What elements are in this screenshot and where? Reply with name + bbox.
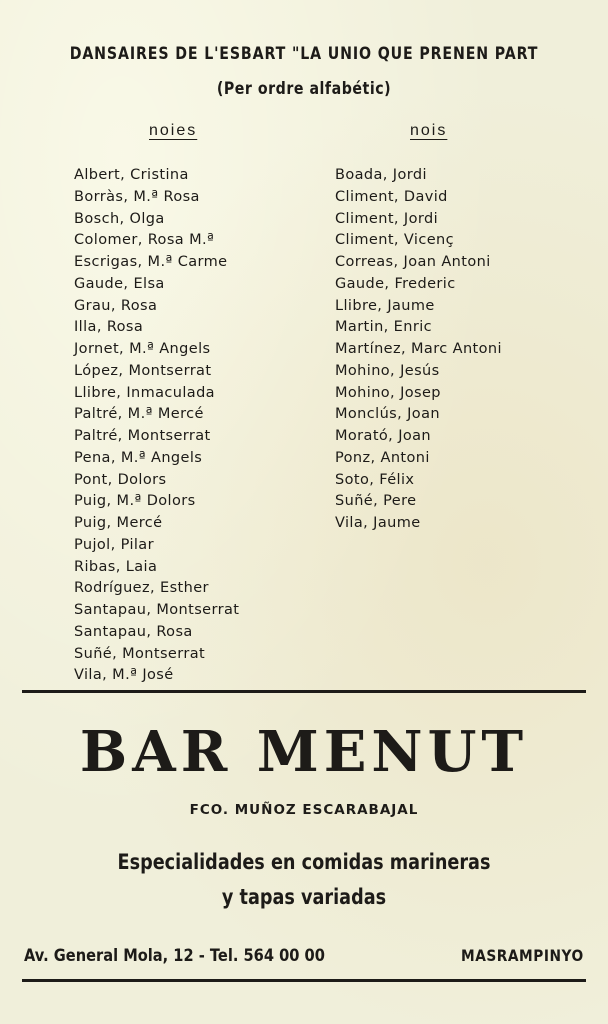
dancer-name: Suñé, Montserrat [74, 645, 206, 662]
specialties-line-2: y tapas variadas [221, 885, 387, 909]
dancer-name: Gaude, Elsa [74, 275, 165, 292]
dancer-name: Vila, M.ª José [74, 667, 174, 684]
divider-top [22, 690, 586, 693]
boys-column-header: nois [410, 122, 448, 139]
dancer-name: Borràs, M.ª Rosa [74, 188, 200, 205]
dancer-name: Paltré, Montserrat [74, 428, 211, 444]
dancer-name: Illa, Rosa [74, 319, 144, 336]
dancer-name: Santapau, Montserrat [74, 602, 240, 618]
page-title: DANSAIRES DE L'ESBART "LA UNIO QUE PRENEN PART [69, 44, 539, 63]
girls-column-header: noies [149, 122, 198, 139]
girls-name-list [74, 165, 239, 687]
dancer-name: Vila, Jaume [335, 515, 421, 531]
dancer-name: Jornet, M.ª Angels [74, 341, 211, 357]
dancer-name: Monclús, Joan [335, 406, 440, 423]
dancer-name: Puig, Mercé [74, 515, 163, 531]
dancer-name: Suñé, Pere [335, 493, 417, 510]
dancer-name: Bosch, Olga [74, 210, 165, 227]
dancer-name: Mohino, Josep [335, 384, 441, 401]
dancer-name: Escrigas, M.ª Carme [74, 254, 228, 270]
dancer-name: Paltré, M.ª Mercé [74, 406, 204, 423]
dancer-name: Ponz, Antoni [335, 449, 430, 466]
dancer-name: Llibre, Jaume [335, 297, 435, 314]
dancer-name: Colomer, Rosa M.ª [74, 232, 215, 249]
dancer-name: Climent, Vicenç [335, 232, 455, 249]
dancer-name: Rodríguez, Esther [74, 580, 209, 597]
dancer-name: Martin, Enric [335, 319, 432, 336]
dancer-name: Pujol, Pilar [74, 536, 154, 553]
dancer-name: Pena, M.ª Angels [74, 449, 203, 466]
dancer-name: Soto, Félix [335, 471, 415, 488]
dancer-name: Albert, Cristina [74, 167, 189, 183]
boys-name-list [335, 165, 502, 535]
dancer-name: Grau, Rosa [74, 297, 158, 314]
dancer-name: Boada, Jordi [335, 167, 427, 183]
specialties-line-1: Especialidades en comidas marineras [117, 850, 491, 874]
dancer-name: Climent, Jordi [335, 210, 439, 227]
dancer-name: Climent, David [335, 188, 448, 205]
divider-bottom [22, 979, 586, 982]
dancer-name: Martínez, Marc Antoni [335, 341, 502, 357]
bar-owner: FCO. MUÑOZ ESCARABAJAL [189, 802, 419, 818]
dancer-name: Gaude, Frederic [335, 275, 456, 292]
bar-name: BAR MENUT [79, 719, 529, 785]
dancer-name: Puig, M.ª Dolors [74, 493, 196, 510]
dancer-name: Correas, Joan Antoni [335, 254, 491, 270]
bar-town: MASRAMPINYO [461, 946, 584, 965]
dancer-name: López, Montserrat [74, 362, 212, 379]
dancer-name: Pont, Dolors [74, 471, 167, 488]
dancer-name: Morató, Joan [335, 428, 432, 444]
dancer-name: Santapau, Rosa [74, 623, 193, 640]
dancer-name: Ribas, Laia [74, 558, 158, 575]
dancer-name: Llibre, Inmaculada [74, 384, 215, 401]
dancer-name: Mohino, Jesús [335, 362, 440, 379]
bar-address: Av. General Mola, 12 - Tel. 564 00 00 [24, 946, 325, 966]
page-subtitle: (Per ordre alfabétic) [216, 79, 392, 98]
